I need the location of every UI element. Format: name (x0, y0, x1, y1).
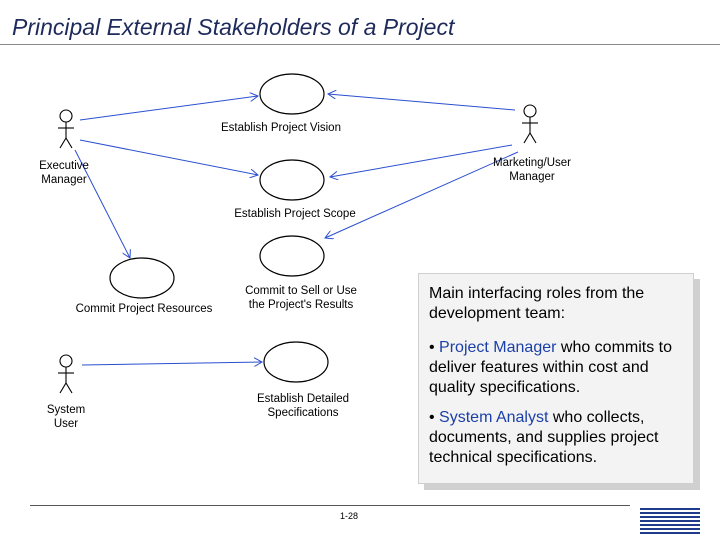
actor-exec-label-line2: Manager (41, 174, 87, 186)
use-case-specs (264, 342, 328, 382)
assoc-exec-scope (80, 140, 258, 175)
ibm-logo-text: IBM (640, 508, 700, 536)
footer-divider (30, 505, 630, 506)
use-case-specs-label-line1: Establish Detailed (256, 393, 350, 405)
actor-system-label-line1: System (46, 404, 86, 416)
actor-system-label-line2: User (53, 418, 79, 430)
assoc-system-specs (82, 362, 262, 365)
use-case-scope (260, 160, 324, 200)
assoc-marketing-vision (328, 94, 515, 110)
actor-exec-label-line1: Executive (39, 160, 89, 172)
actor-exec-figure (58, 110, 74, 148)
actor-marketing-label-line1: Marketing/User (493, 157, 571, 169)
use-case-commit-sell (260, 236, 324, 276)
actor-system-figure (58, 355, 74, 393)
assoc-exec-vision (80, 96, 258, 120)
page-number: 1-28 (340, 511, 359, 521)
use-case-commit-resources-label: Commit Project Resources (75, 303, 213, 315)
slide-title: Principal External Stakeholders of a Project (12, 14, 455, 40)
actor-exec-label (34, 159, 94, 187)
use-case-commit-sell-label (228, 284, 374, 312)
use-case-commit-resources (110, 258, 174, 298)
note-text-project-manager: who commits to deliver features within cost and quality specifications. (429, 339, 673, 396)
use-case-scope-label: Establish Project Scope (234, 208, 356, 220)
note-bullet-system-analyst: • System Analyst who collects, documents, and supplies project technical specifications. (429, 409, 659, 466)
note-text-system-analyst: who collects, documents, and supplies project technical specifications. (429, 409, 659, 466)
use-case-commit-sell-label-line1: Commit to Sell or Use (245, 285, 357, 297)
note-bullet-project-manager: • Project Manager who commits to deliver features within cost and quality specifications. (429, 339, 673, 396)
actor-marketing-label (484, 156, 580, 184)
actor-marketing-label-line2: Manager (509, 171, 555, 183)
use-case-specs-label (240, 392, 366, 420)
note-intro: Main interfacing roles from the development team: (429, 285, 645, 322)
ibm-logo (640, 508, 700, 536)
actor-marketing-figure (522, 105, 538, 143)
actor-system-label (36, 403, 96, 431)
note-role-system-analyst: System Analyst (439, 409, 549, 426)
use-case-specs-label-line2: Specifications (267, 407, 339, 419)
roles-note (418, 273, 694, 484)
use-case-vision-label: Establish Project Vision (221, 122, 341, 134)
note-role-project-manager: Project Manager (439, 339, 557, 356)
use-case-vision (260, 74, 324, 114)
use-case-commit-sell-label-line2: the Project's Results (248, 299, 354, 311)
